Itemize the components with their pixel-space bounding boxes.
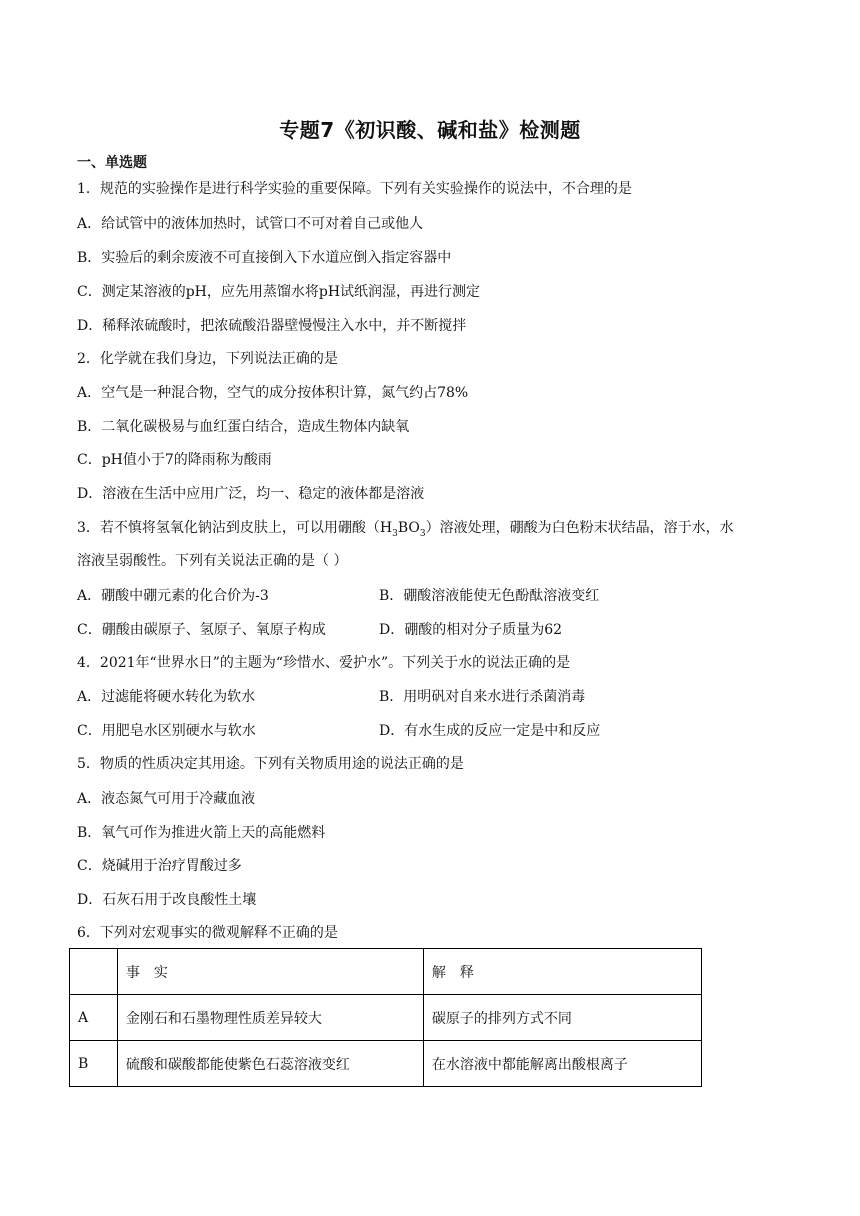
question-5-option-a: A．液态氮气可用于冷藏血液 (77, 791, 256, 807)
section-heading: 一、单选题 (77, 155, 147, 171)
table-header-cell: 事 实 (117, 949, 423, 995)
q3-stem-mid: BO (397, 520, 420, 536)
question-3-option-a: A．硼酸中硼元素的化合价为-3 (77, 588, 269, 604)
question-2-option-a: A．空气是一种混合物，空气的成分按体积计算，氮气约占78% (77, 385, 469, 401)
question-5-option-b: B．氧气可作为推进火箭上天的高能燃料 (77, 825, 326, 841)
table-cell: B (70, 1041, 118, 1087)
table-header-cell: 解 释 (423, 949, 701, 995)
page-title: 专题7《初识酸、碱和盐》检测题 (279, 118, 581, 142)
question-2-option-d: D．溶液在生活中应用广泛，均一、稳定的液体都是溶液 (77, 486, 425, 502)
question-4-option-c: C．用肥皂水区别硬水与软水 (77, 723, 256, 739)
table-cell: 金刚石和石墨物理性质差异较大 (117, 995, 423, 1041)
question-5-stem: 5．物质的性质决定其用途。下列有关物质用途的说法正确的是 (77, 756, 464, 772)
question-1-option-a: A．给试管中的液体加热时，试管口不可对着自己或他人 (77, 216, 424, 232)
q3-stem-before: 3．若不慎将氢氧化钠沾到皮肤上，可以用硼酸（H (77, 520, 393, 536)
question-1-option-b: B．实验后的剩余废液不可直接倒入下水道应倒入指定容器中 (77, 250, 452, 266)
table-cell: 碳原子的排列方式不同 (423, 995, 701, 1041)
question-4-option-a: A．过滤能将硬水转化为软水 (77, 689, 256, 705)
table-cell: A (70, 995, 118, 1041)
question-3-option-d: D．硼酸的相对分子质量为62 (379, 622, 563, 638)
table-row (70, 995, 702, 1041)
question-3-stem-line-1 (77, 517, 734, 539)
facts-table (69, 948, 702, 1087)
question-4-option-d: D．有水生成的反应一定是中和反应 (379, 723, 601, 739)
table-row (70, 1041, 702, 1087)
question-5-option-c: C．烧碱用于治疗胃酸过多 (77, 858, 242, 874)
question-3-stem-line-2: 溶液呈弱酸性。下列有关说法正确的是（ ） (77, 553, 348, 569)
question-3-option-b: B．硼酸溶液能使无色酚酞溶液变红 (379, 588, 600, 604)
question-4-option-b: B．用明矾对自来水进行杀菌消毒 (379, 689, 586, 705)
q3-subscript-2: 3 (419, 528, 426, 539)
question-2-option-b: B．二氧化碳极易与血红蛋白结合，造成生物体内缺氧 (77, 419, 410, 435)
question-1-option-d: D．稀释浓硫酸时，把浓硫酸沿器壁慢慢注入水中，并不断搅拌 (77, 318, 467, 334)
q3-stem-after: ）溶液处理，硼酸为白色粉末状结晶，溶于水，水 (425, 520, 734, 536)
table-cell: 硫酸和碳酸都能使紫色石蕊溶液变红 (117, 1041, 423, 1087)
question-1-option-c: C．测定某溶液的pH，应先用蒸馏水将pH试纸润湿，再进行测定 (77, 284, 481, 300)
question-4-stem: 4．2021年“世界水日”的主题为“珍惜水、爱护水”。下列关于水的说法正确的是 (77, 655, 571, 671)
question-6-stem: 6．下列对宏观事实的微观解释不正确的是 (77, 925, 338, 941)
question-2-option-c: C．pH值小于7的降雨称为酸雨 (77, 452, 272, 468)
question-2-stem: 2．化学就在我们身边，下列说法正确的是 (77, 351, 338, 367)
question-3-option-c: C．硼酸由碳原子、氢原子、氧原子构成 (77, 622, 326, 638)
question-1-stem: 1．规范的实验操作是进行科学实验的重要保障。下列有关实验操作的说法中，不合理的是 (77, 181, 632, 197)
table-header-cell (70, 949, 118, 995)
question-5-option-d: D．石灰石用于改良酸性土壤 (77, 892, 257, 908)
q3-subscript-1: 3 (392, 528, 398, 539)
table-header-row (70, 949, 702, 995)
table-cell: 在水溶液中都能解离出酸根离子 (423, 1041, 701, 1087)
